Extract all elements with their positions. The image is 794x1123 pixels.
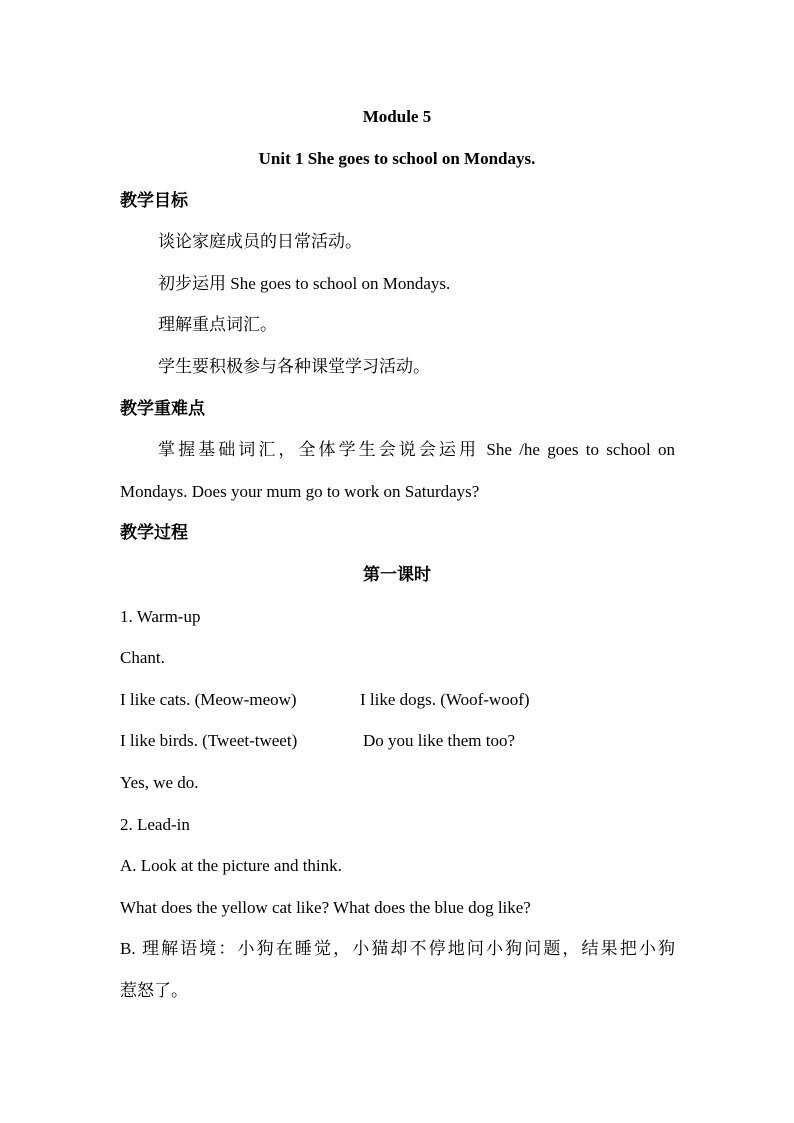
- objective-item: 谈论家庭成员的日常活动。: [158, 232, 362, 251]
- leadin-heading: 2. Lead-in: [120, 815, 190, 834]
- warmup-heading: 1. Warm-up: [120, 607, 201, 626]
- objective-item: 学生要积极参与各种课堂学习活动。: [158, 357, 430, 376]
- lesson-title: 第一课时: [363, 565, 431, 584]
- question-line: What does the yellow cat like? What does the blue dog like?: [120, 898, 531, 917]
- objective-item: 理解重点词汇。: [158, 315, 277, 334]
- objectives-heading: 教学目标: [120, 191, 188, 210]
- objective-item: 初步运用 She goes to school on Mondays.: [158, 274, 451, 293]
- chant-answer: Yes, we do.: [120, 773, 199, 792]
- step-b-line: 惹怒了。: [120, 981, 188, 1000]
- chant-line: I like dogs. (Woof-woof): [360, 690, 530, 709]
- step-a: A. Look at the picture and think.: [120, 856, 342, 875]
- key-points-line: 掌握基础词汇，全体学生会说会运用 She /he goes to school on: [158, 440, 675, 459]
- chant-line: Do you like them too?: [363, 731, 516, 750]
- chant-line: I like cats. (Meow-meow): [120, 690, 297, 709]
- module-title: Module 5: [362, 107, 432, 126]
- chant-line: I like birds. (Tweet-tweet): [120, 731, 298, 750]
- key-points-heading: 教学重难点: [120, 399, 205, 418]
- key-points-line: Mondays. Does your mum go to work on Saturdays?: [120, 482, 480, 501]
- chant-label: Chant.: [120, 648, 165, 667]
- process-heading: 教学过程: [120, 523, 188, 542]
- unit-title: Unit 1 She goes to school on Mondays.: [258, 149, 536, 168]
- step-b-line: B. 理解语境：小狗在睡觉，小猫却不停地问小狗问题，结果把小狗: [120, 939, 675, 958]
